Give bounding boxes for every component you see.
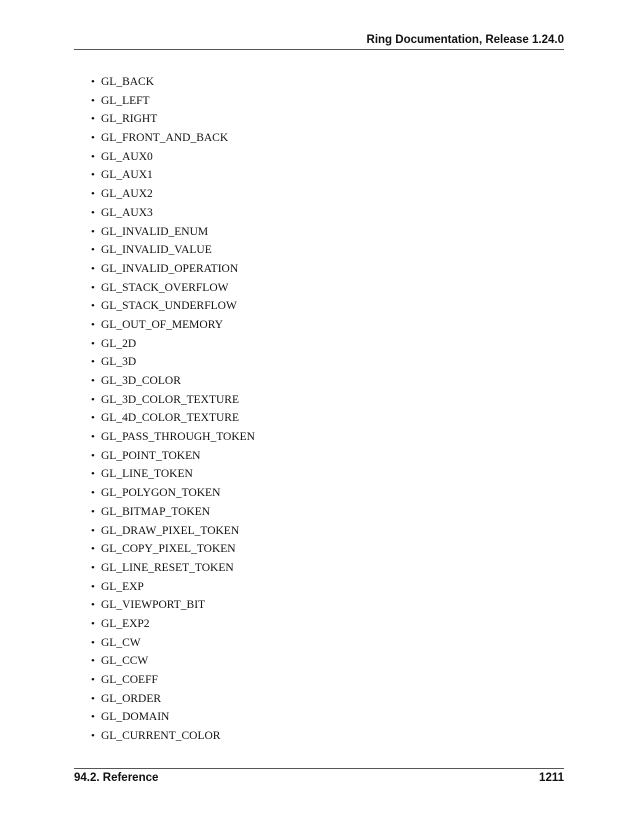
list-item (91, 148, 255, 167)
list-item (91, 279, 255, 298)
list-item (91, 335, 255, 354)
list-item-text: GL_AUX1 (101, 169, 153, 182)
bullet-icon: • (91, 113, 95, 126)
bullet-icon: • (91, 674, 95, 686)
document-title: Ring Documentation, Release 1.24.0 (366, 34, 564, 46)
list-item-text: GL_ORDER (101, 692, 162, 705)
bullet-icon: • (91, 617, 95, 630)
section-reference: 94.2. Reference (74, 772, 159, 784)
list-item (91, 353, 255, 372)
list-item (91, 297, 255, 316)
list-item (91, 223, 255, 242)
list-item-text: GL_4D_COLOR_TEXTURE (101, 412, 239, 425)
bullet-icon: • (91, 244, 95, 257)
list-item (91, 522, 255, 541)
bullet-icon: • (91, 132, 95, 145)
list-item-text: GL_BITMAP_TOKEN (101, 505, 211, 518)
list-item-text: GL_DOMAIN (101, 711, 170, 724)
list-item (91, 596, 255, 615)
list-item-text: GL_PASS_THROUGH_TOKEN (101, 431, 255, 444)
bullet-icon: • (91, 431, 95, 444)
list-item-text: GL_DRAW_PIXEL_TOKEN (101, 524, 240, 537)
bullet-icon: • (91, 524, 95, 537)
list-item (91, 615, 255, 634)
bullet-icon: • (91, 468, 95, 481)
bullet-icon: • (91, 375, 95, 387)
bullet-icon: • (91, 393, 95, 406)
list-item (91, 634, 255, 653)
list-item (91, 578, 255, 597)
list-item (91, 241, 255, 260)
list-item (91, 409, 255, 428)
bullet-icon: • (91, 206, 95, 219)
list-item (91, 204, 255, 223)
list-item-text: GL_AUX3 (101, 206, 153, 219)
bullet-icon: • (91, 636, 95, 649)
list-item-text: GL_AUX0 (101, 150, 153, 163)
bullet-icon: • (91, 262, 95, 275)
bullet-icon: • (91, 188, 95, 201)
list-item (91, 465, 255, 484)
list-item-text: GL_FRONT_AND_BACK (101, 132, 229, 145)
list-item (91, 652, 255, 671)
list-item-text: GL_AUX2 (101, 188, 153, 201)
list-item-text: GL_EXP (101, 580, 144, 593)
bullet-icon: • (91, 730, 95, 743)
list-item-text: GL_VIEWPORT_BIT (101, 599, 206, 612)
bullet-icon: • (91, 692, 95, 705)
bullet-icon: • (91, 94, 95, 107)
page-header (74, 34, 564, 50)
list-item-text: GL_LEFT (101, 94, 150, 107)
list-item-text: GL_STACK_OVERFLOW (101, 281, 229, 294)
bullet-icon: • (91, 412, 95, 425)
list-item (91, 316, 255, 335)
list-item (91, 110, 255, 129)
list-item (91, 129, 255, 148)
list-item (91, 727, 255, 746)
list-item-text: GL_INVALID_OPERATION (101, 262, 239, 275)
list-item-text: GL_3D (101, 356, 137, 369)
list-item-text: GL_POLYGON_TOKEN (101, 487, 221, 500)
list-item-text: GL_CURRENT_COLOR (101, 730, 221, 743)
bullet-icon: • (91, 711, 95, 724)
bullet-icon: • (91, 76, 95, 88)
list-item (91, 73, 255, 92)
list-item (91, 447, 255, 466)
bullet-icon: • (91, 449, 95, 462)
list-item (91, 391, 255, 410)
list-item (91, 540, 255, 559)
bullet-icon: • (91, 543, 95, 556)
list-item (91, 690, 255, 709)
list-item-text: GL_3D_COLOR_TEXTURE (101, 393, 239, 406)
list-item (91, 428, 255, 447)
list-item (91, 559, 255, 578)
bullet-icon: • (91, 356, 95, 369)
bullet-icon: • (91, 225, 95, 238)
bullet-icon: • (91, 318, 95, 331)
page-number: 1211 (539, 772, 564, 784)
list-item-text: GL_CCW (101, 655, 149, 668)
bullet-icon: • (91, 337, 95, 350)
bullet-icon: • (91, 150, 95, 163)
list-item (91, 372, 255, 391)
list-item (91, 260, 255, 279)
bullet-icon: • (91, 487, 95, 500)
list-item-text: GL_2D (101, 337, 137, 350)
list-item-text: GL_COEFF (101, 674, 158, 686)
list-item-text: GL_EXP2 (101, 617, 150, 630)
list-item (91, 503, 255, 522)
bullet-icon: • (91, 655, 95, 668)
bullet-icon: • (91, 599, 95, 612)
bullet-icon: • (91, 561, 95, 574)
bullet-icon: • (91, 580, 95, 593)
list-item (91, 484, 255, 503)
bullet-icon: • (91, 505, 95, 518)
list-item-text: GL_STACK_UNDERFLOW (101, 300, 237, 313)
list-item-text: GL_OUT_OF_MEMORY (101, 318, 224, 331)
bullet-icon: • (91, 169, 95, 182)
list-item-text: GL_INVALID_ENUM (101, 225, 209, 238)
list-item (91, 92, 255, 111)
list-item-text: GL_3D_COLOR (101, 375, 181, 387)
list-item-text: GL_CW (101, 636, 141, 649)
list-item-text: GL_BACK (101, 76, 155, 88)
constant-list (91, 73, 255, 746)
list-item (91, 708, 255, 727)
list-item-text: GL_INVALID_VALUE (101, 244, 212, 257)
list-item-text: GL_LINE_RESET_TOKEN (101, 561, 234, 574)
list-item-text: GL_POINT_TOKEN (101, 449, 201, 462)
bullet-icon: • (91, 281, 95, 294)
list-item (91, 166, 255, 185)
page-footer (74, 768, 564, 787)
bullet-icon: • (91, 300, 95, 313)
list-item-text: GL_LINE_TOKEN (101, 468, 193, 481)
list-item (91, 185, 255, 204)
list-item-text: GL_COPY_PIXEL_TOKEN (101, 543, 236, 556)
list-item (91, 671, 255, 690)
list-item-text: GL_RIGHT (101, 113, 158, 126)
